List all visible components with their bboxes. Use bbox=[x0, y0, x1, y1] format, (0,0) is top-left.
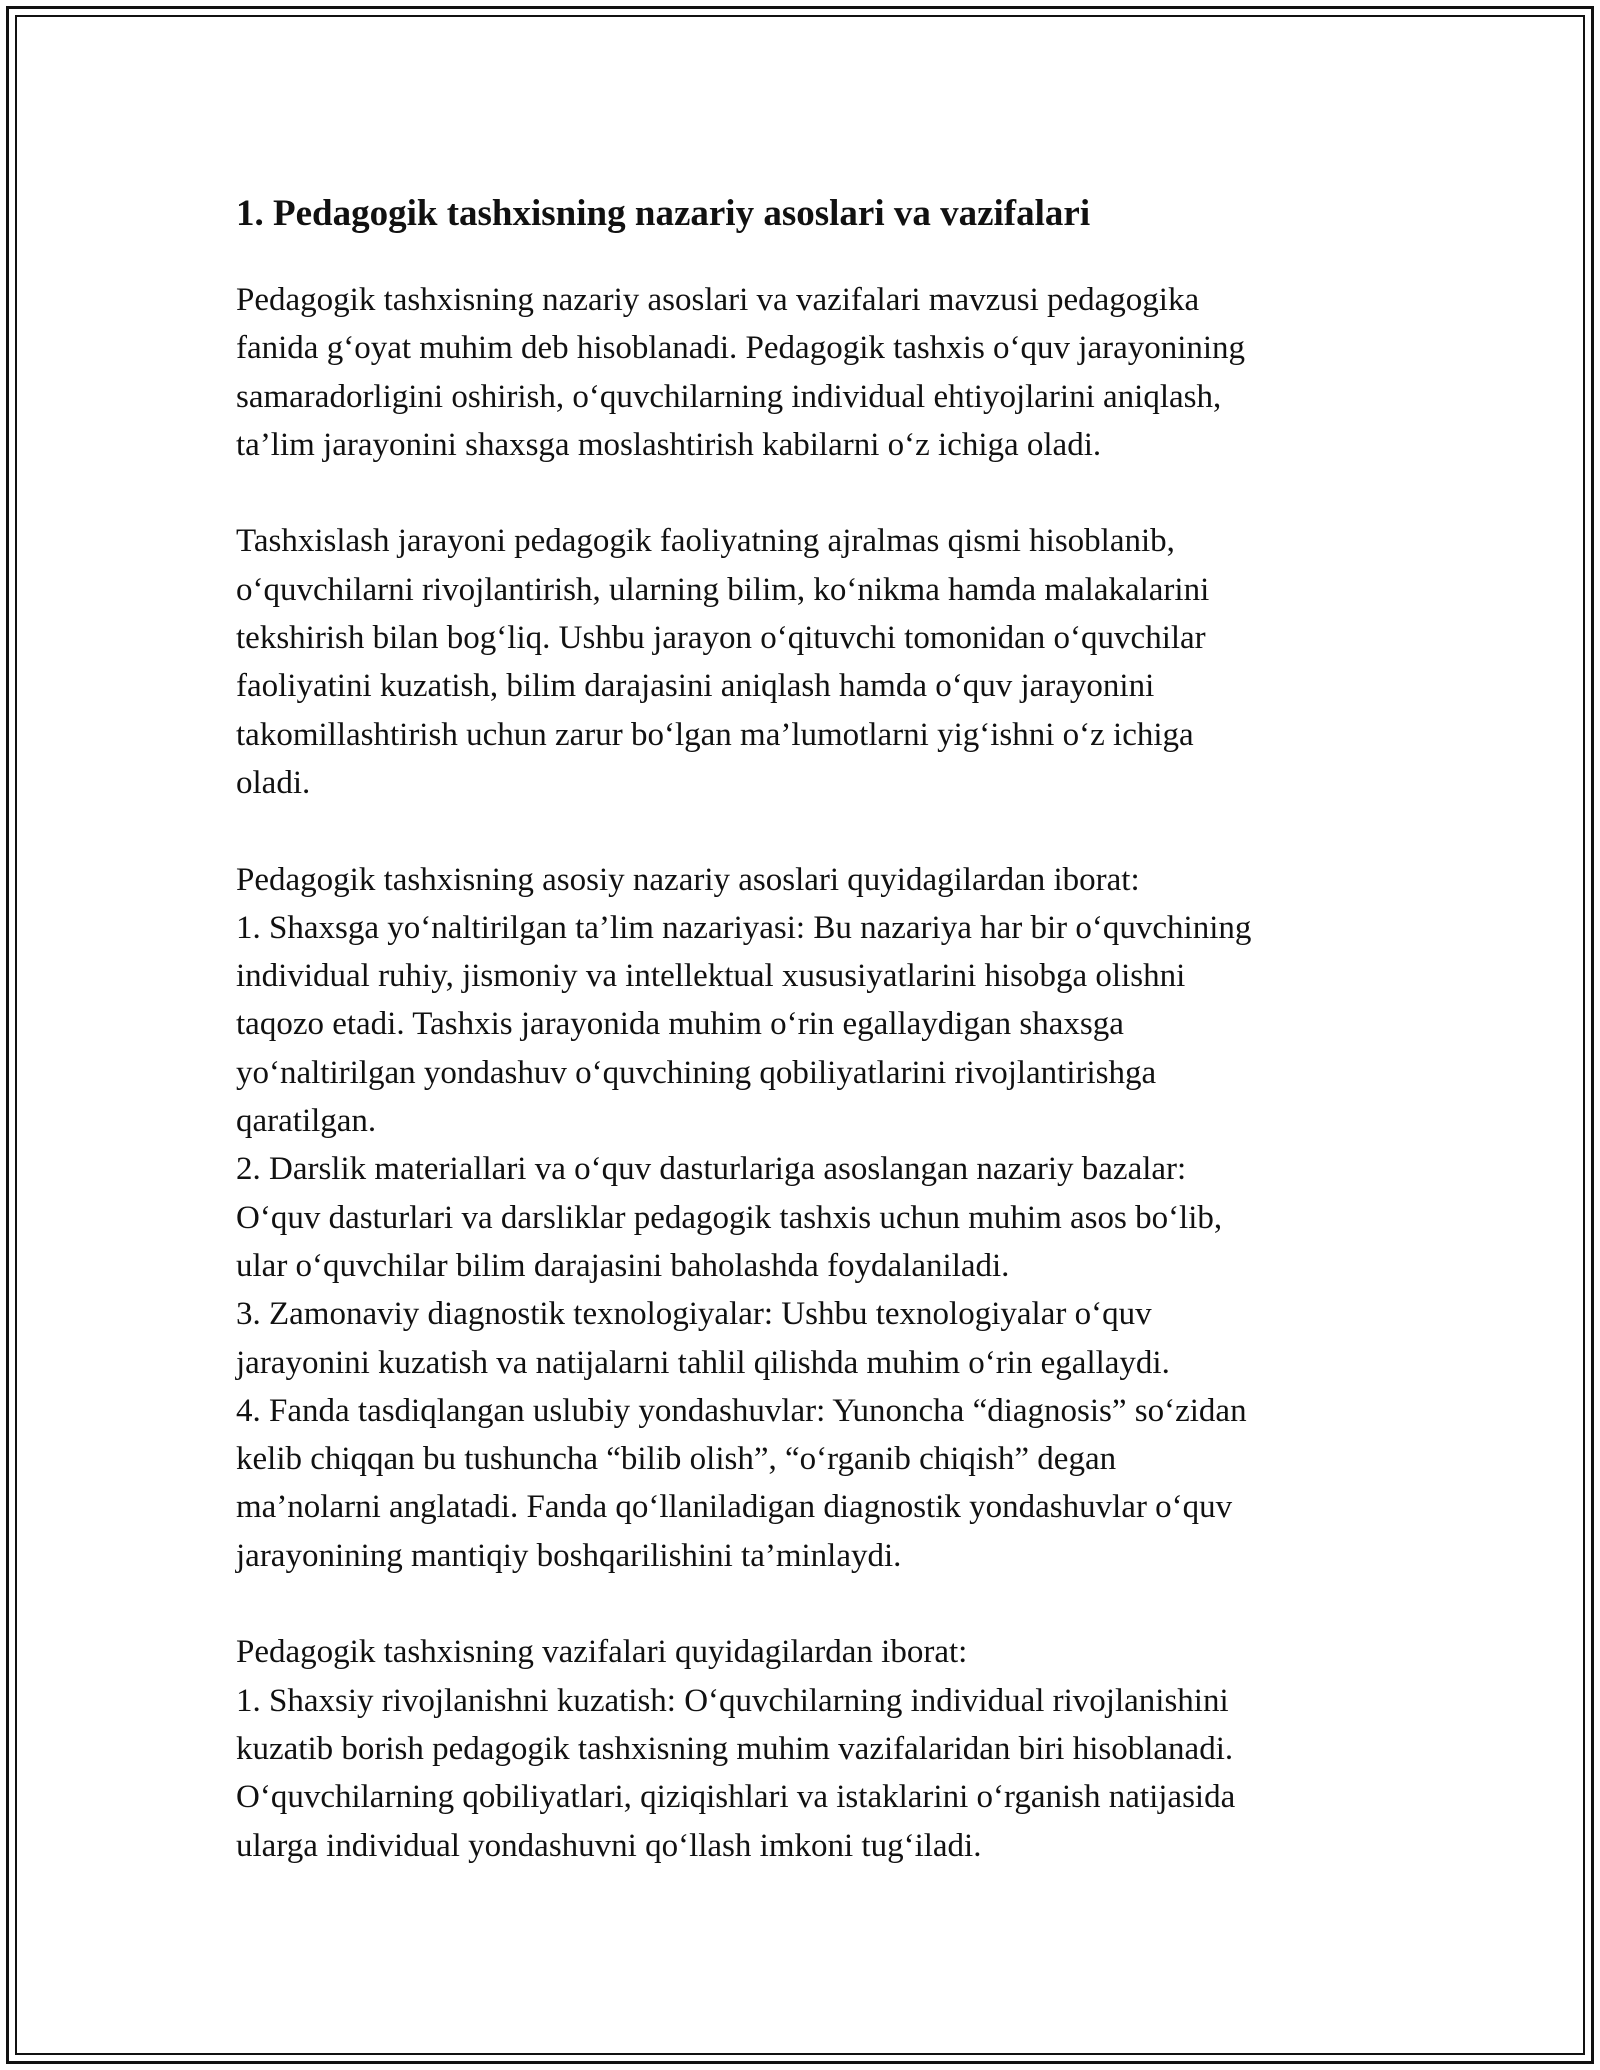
paragraph-gap bbox=[236, 1580, 1386, 1628]
text-line: 1. Shaxsga yo‘naltirilgan ta’lim nazariyasi: Bu nazariya har bir o‘quvchining bbox=[236, 909, 1252, 946]
text-line: 4. Fanda tasdiqlangan uslubiy yondashuvlar: Yunoncha “diagnosis” so‘zidan bbox=[236, 1392, 1247, 1429]
text-line: yo‘naltirilgan yondashuv o‘quvchining qobiliyatlarini rivojlantirishga bbox=[236, 1054, 1157, 1091]
document-body bbox=[236, 186, 1386, 1870]
text-line: oladi. bbox=[236, 764, 311, 801]
text-line: Tashxislash jarayoni pedagogik faoliyatning ajralmas qismi hisoblanib, bbox=[236, 523, 1175, 560]
text-line: 2. Darslik materiallari va o‘quv dasturlariga asoslangan nazariy bazalar: bbox=[236, 1151, 1187, 1188]
text-line: ular o‘quvchilar bilim darajasini baholashda foydalaniladi. bbox=[236, 1247, 1010, 1284]
text-line: takomillashtirish uchun zarur bo‘lgan ma’lumotlarni yig‘ishni o‘z ichiga bbox=[236, 716, 1194, 753]
text-line: Pedagogik tashxisning asosiy nazariy asoslari quyidagilardan iborat: bbox=[236, 861, 1140, 898]
text-line: taqozo etadi. Tashxis jarayonida muhim o‘rin egallaydigan shaxsga bbox=[236, 1006, 1124, 1043]
text-line: O‘quvchilarning qobiliyatlari, qiziqishlari va istaklarini o‘rganish natijasida bbox=[236, 1779, 1236, 1816]
text-line: kelib chiqqan bu tushuncha “bilib olish”, “o‘rganib chiqish” degan bbox=[236, 1441, 1117, 1478]
text-line: faoliyatini kuzatish, bilim darajasini aniqlash hamda o‘quv jarayonini bbox=[236, 668, 1155, 705]
text-lines bbox=[236, 276, 1386, 1870]
text-line: ularga individual yondashuvni qo‘llash imkoni tug‘iladi. bbox=[236, 1827, 982, 1864]
text-line: ta’lim jarayonini shaxsga moslashtirish kabilarni o‘z ichiga oladi. bbox=[236, 426, 1102, 463]
text-line: Pedagogik tashxisning nazariy asoslari va vazifalari mavzusi pedagogika bbox=[236, 282, 1200, 318]
text-line: 3. Zamonaviy diagnostik texnologiyalar: Ushbu texnologiyalar o‘quv bbox=[236, 1296, 1152, 1333]
text-line: jarayonini kuzatish va natijalarni tahlil qilishda muhim o‘rin egallaydi. bbox=[236, 1344, 1170, 1381]
text-line: o‘quvchilarni rivojlantirish, ularning bilim, ko‘nikma hamda malakalarini bbox=[236, 571, 1210, 608]
text-line: individual ruhiy, jismoniy va intellektual xususiyatlarini hisobga olishni bbox=[236, 958, 1186, 995]
text-line: 1. Shaxsiy rivojlanishni kuzatish: O‘quvchilarning individual rivojlanishini bbox=[236, 1682, 1229, 1719]
text-line: Pedagogik tashxisning vazifalari quyidagilardan iborat: bbox=[236, 1634, 968, 1671]
text-line: O‘quv dasturlari va darsliklar pedagogik tashxis uchun muhim asos bo‘lib, bbox=[236, 1199, 1223, 1236]
paragraph-gap bbox=[236, 807, 1386, 855]
text-line: kuzatib borish pedagogik tashxisning muhim vazifalaridan biri hisoblanadi. bbox=[236, 1730, 1234, 1767]
text-line: jarayonining mantiqiy boshqarilishini ta’minlaydi. bbox=[236, 1537, 902, 1574]
text-line: samaradorligini oshirish, o‘quvchilarning individual ehtiyojlarini aniqlash, bbox=[236, 378, 1222, 415]
paragraph-gap bbox=[236, 469, 1386, 517]
text-line: qaratilgan. bbox=[236, 1103, 377, 1140]
text-line: tekshirish bilan bog‘liq. Ushbu jarayon o‘qituvchi tomonidan o‘quvchilar bbox=[236, 620, 1206, 657]
section-title: 1. Pedagogik tashxisning nazariy asoslari va vazifalari bbox=[236, 193, 1091, 234]
text-line: ma’nolarni anglatadi. Fanda qo‘llaniladigan diagnostik yondashuvlar o‘quv bbox=[236, 1489, 1233, 1526]
text-line: fanida g‘oyat muhim deb hisoblanadi. Pedagogik tashxis o‘quv jarayonining bbox=[236, 330, 1246, 367]
